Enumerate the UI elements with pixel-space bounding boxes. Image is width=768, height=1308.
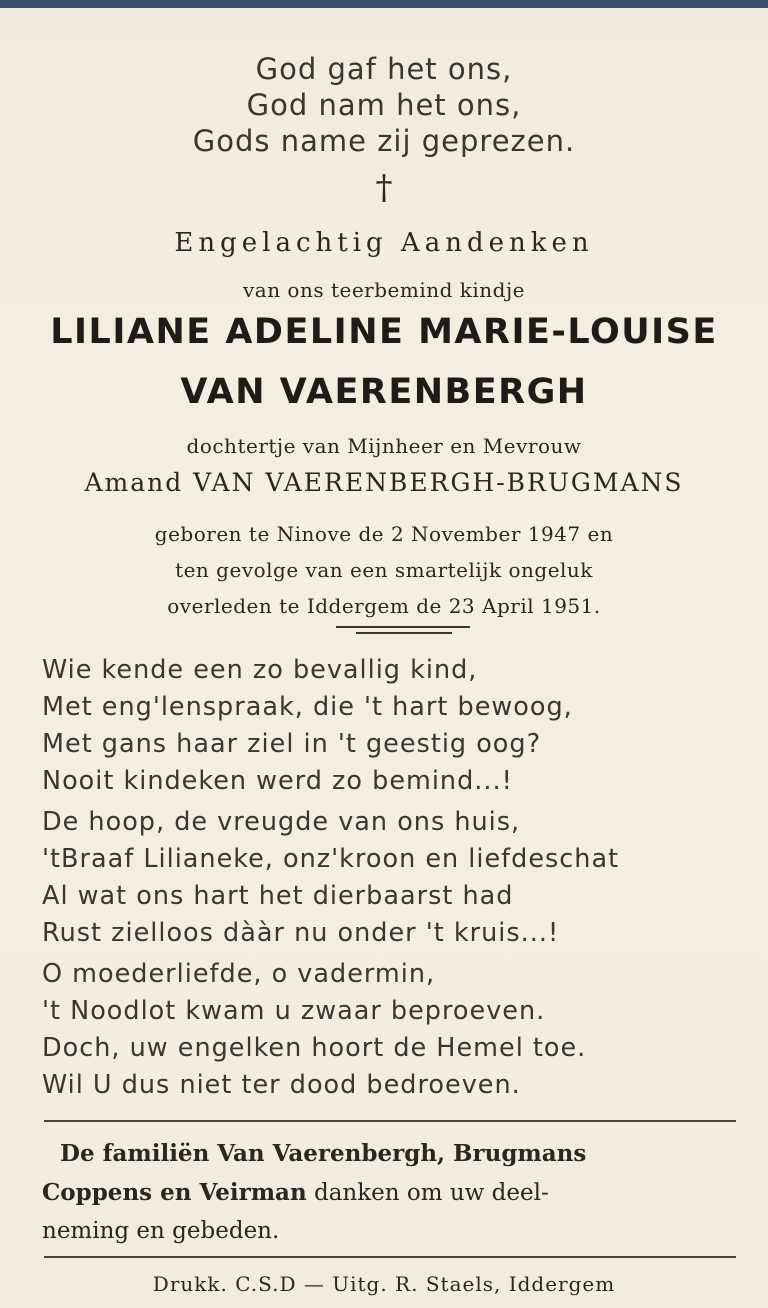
poem-line: Met gans haar ziel in 't geestig oog? <box>42 729 542 759</box>
thanks-line-2 <box>42 1173 742 1212</box>
poem-line: Rust zielloos dààr nu onder 't kruis...! <box>42 918 560 948</box>
parents-names: Amand VAN VAERENBERGH-BRUGMANS <box>84 468 684 497</box>
deceased-name-line-2: VAN VAERENBERGH <box>180 372 588 412</box>
poem-line: Doch, uw engelken hoort de Hemel toe. <box>42 1033 587 1063</box>
poem-line: Wie kende een zo bevallig kind, <box>42 655 478 685</box>
top-edge <box>0 0 768 8</box>
intro-line: van ons teerbemind kindje <box>242 278 526 302</box>
divider-rule-bottom <box>44 1256 736 1258</box>
verse-line-1: God gaf het ons, <box>255 52 513 86</box>
verse-line-2: God nam het ons, <box>246 88 522 122</box>
poem-line: Nooit kindeken werd zo bemind...! <box>42 766 513 796</box>
poem-stanza-2 <box>42 804 742 952</box>
printer-credit: Drukk. C.S.D — Uitg. R. Staels, Iddergem <box>152 1272 616 1296</box>
thanks-line-3: neming en gebeden. <box>42 1218 280 1244</box>
divider-rule <box>44 1120 736 1122</box>
birth-line: geboren te Ninove de 2 November 1947 en <box>154 522 614 546</box>
thanks-line-1: De familiën Van Vaerenbergh, Brugmans <box>60 1140 587 1167</box>
thanks-families: Coppens en Veirman <box>42 1179 307 1206</box>
deceased-name-line-1: LILIANE ADELINE MARIE-LOUISE <box>50 312 718 352</box>
poem-line: 'tBraaf Lilianeke, onz'kroon en liefdeschat <box>42 844 620 874</box>
poem-line: De hoop, de vreugde van ons huis, <box>42 807 521 837</box>
poem-stanza-3 <box>42 956 742 1104</box>
parents-intro: dochtertje van Mijnheer en Mevrouw <box>186 434 582 458</box>
poem-line: Met eng'lenspraak, die 't hart bewoog, <box>42 692 573 722</box>
thanks-block <box>42 1134 742 1251</box>
poem-stanza-1 <box>42 652 742 800</box>
ornament-divider-short <box>356 632 452 634</box>
poem-line: Wil U dus niet ter dood bedroeven. <box>42 1070 521 1100</box>
thanks-text: danken om uw deel- <box>306 1180 549 1206</box>
death-line: overleden te Iddergem de 23 April 1951. <box>167 594 601 618</box>
poem-line: Al wat ons hart het dierbaarst had <box>42 881 514 911</box>
heading: Engelachtig Aandenken <box>174 228 594 258</box>
poem-line: 't Noodlot kwam u zwaar beproeven. <box>42 996 546 1026</box>
cross-icon: † <box>375 168 393 208</box>
cause-line: ten gevolge van een smartelijk ongeluk <box>175 558 593 582</box>
ornament-divider <box>336 626 470 628</box>
poem-line: O moederliefde, o vadermin, <box>42 959 436 989</box>
verse-line-3: Gods name zij geprezen. <box>192 124 576 158</box>
